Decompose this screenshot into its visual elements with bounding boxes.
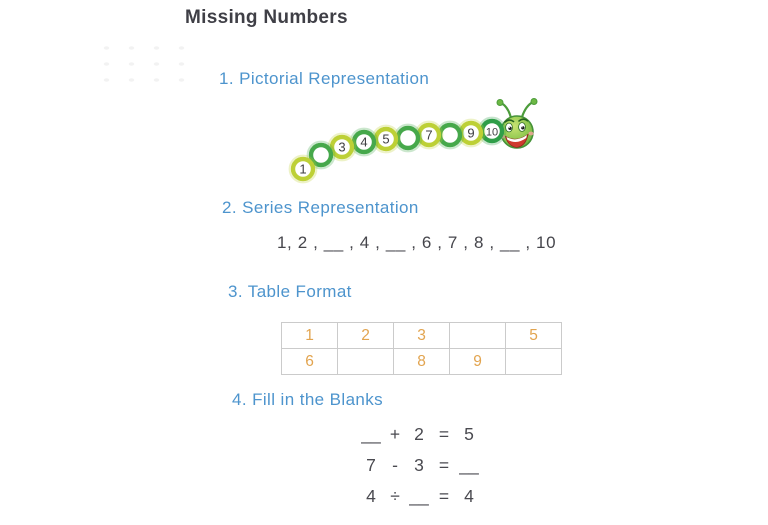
section-heading-blanks: 4. Fill in the Blanks	[232, 390, 384, 409]
equation-token: ÷	[390, 486, 400, 506]
equation-token: 3	[414, 455, 424, 475]
equation-row	[358, 424, 482, 444]
equation-blank: __	[409, 486, 429, 506]
segment-number: 4	[360, 134, 368, 150]
table-row	[282, 349, 562, 375]
segment-number: 9	[467, 125, 475, 141]
segment-number: 1	[299, 161, 307, 177]
table-cell-blank	[338, 349, 394, 375]
table-cell: 2	[338, 323, 394, 349]
table-cell: 1	[282, 323, 338, 349]
equation-token: =	[438, 455, 450, 475]
equation-token: -	[392, 455, 398, 475]
equation-token: =	[438, 486, 450, 506]
caterpillar-segment-1	[290, 156, 317, 183]
table-cell: 9	[450, 349, 506, 375]
equation-row	[358, 455, 482, 475]
equation-token: +	[389, 424, 401, 444]
equation-token: 4	[464, 486, 474, 506]
equation-token: 4	[366, 486, 376, 506]
section-heading-table: 3. Table Format	[228, 282, 352, 301]
segment-number: 3	[338, 139, 346, 155]
equation-blank: __	[459, 455, 479, 475]
section-heading-pictorial: 1. Pictorial Representation	[219, 69, 430, 88]
number-table	[281, 322, 562, 375]
equation-blank: __	[361, 424, 381, 444]
dot-pattern-decoration	[90, 36, 195, 88]
table-cell: 8	[394, 349, 450, 375]
segment-number: 5	[382, 131, 390, 147]
equation-token: 5	[464, 424, 474, 444]
section-heading-series: 2. Series Representation	[222, 198, 419, 217]
table-cell: 3	[394, 323, 450, 349]
table-cell: 6	[282, 349, 338, 375]
table-cell: 5	[506, 323, 562, 349]
table-cell-blank	[506, 349, 562, 375]
caterpillar-svg	[288, 96, 548, 191]
equation-row	[358, 486, 482, 506]
table-row	[282, 323, 562, 349]
segment-number: 7	[425, 127, 433, 143]
equation-token: =	[438, 424, 450, 444]
equations-block	[358, 424, 482, 517]
page-title: Missing Numbers	[185, 7, 348, 28]
caterpillar-figure	[288, 96, 548, 191]
series-sequence: 1, 2 , __ , 4 , __ , 6 , 7 , 8 , __ , 10	[277, 233, 557, 252]
equation-token: 7	[366, 455, 376, 475]
table-cell-blank	[450, 323, 506, 349]
antenna-left-icon	[501, 103, 511, 118]
antenna-right-icon	[522, 102, 533, 117]
equation-token: 2	[414, 424, 424, 444]
segment-number: 10	[485, 126, 499, 139]
